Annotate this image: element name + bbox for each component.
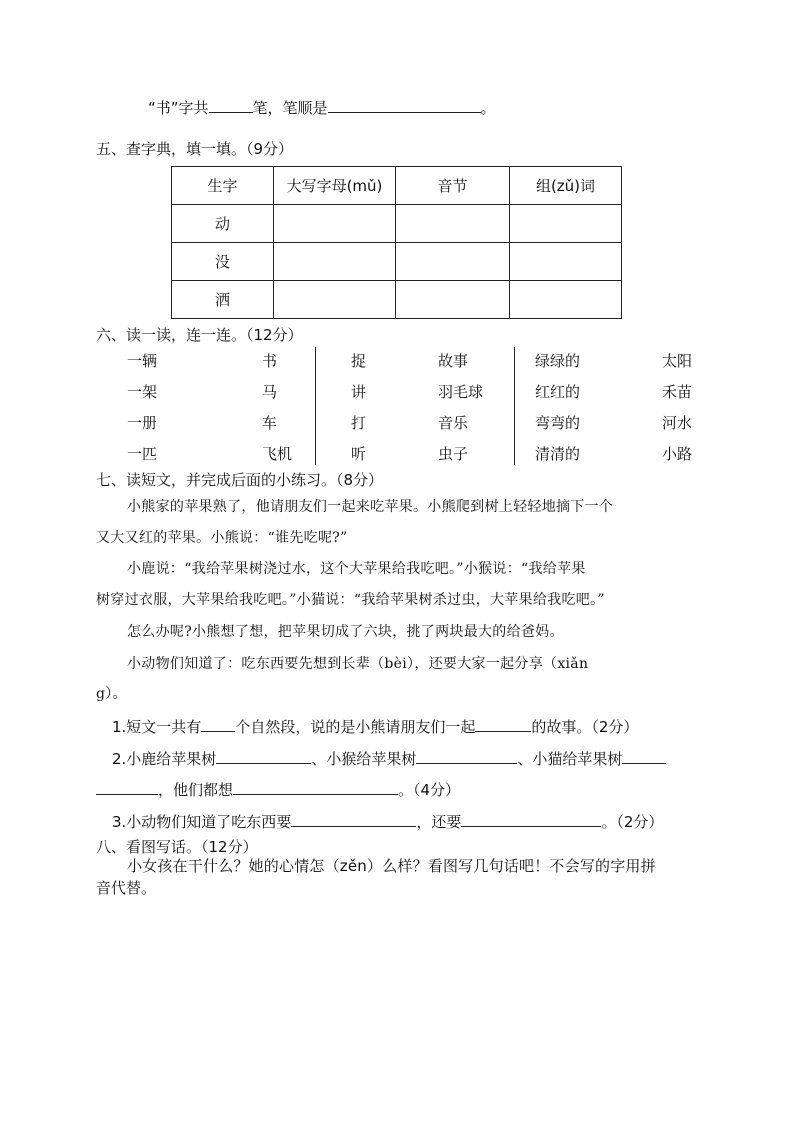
q1-text-a: 1.短文一共有 (112, 718, 202, 736)
match-item[interactable]: 讲 (351, 383, 367, 401)
cell-input[interactable] (274, 205, 396, 243)
q2-monkey-blank[interactable] (416, 748, 517, 764)
cell-input[interactable] (510, 243, 622, 281)
match-item[interactable]: 一架 (127, 383, 158, 401)
q2-cat-blank-cont[interactable] (96, 779, 158, 795)
cell-input[interactable] (396, 205, 510, 243)
q3-first-blank[interactable] (291, 811, 416, 827)
q2-deer-blank[interactable] (216, 748, 311, 764)
row-character: 动 (172, 205, 274, 243)
match-item[interactable]: 虫子 (438, 445, 469, 463)
group-divider-1 (315, 347, 316, 465)
q3-text-c: 。（2分） (601, 813, 664, 831)
story-line: 小鹿说：“我给苹果树浇过水，这个大苹果给我吃吧。”小猴说：“我给苹果 (127, 561, 586, 577)
story-line: g）。 (96, 686, 127, 702)
section-5-title: 五、查字典，填一填。（9分） (96, 140, 294, 158)
story-line: 小动物们知道了：吃东西要先想到长辈（bèi），还要大家一起分享（xiǎn (127, 656, 589, 672)
section-8-prompt-line-1: 小女孩在干什么？她的心情怎（zěn）么样？看图写几句话吧！不会写的字用拼 (127, 857, 656, 875)
match-item[interactable]: 故事 (438, 352, 469, 370)
stroke-question-mid: 笔，笔顺是 (252, 99, 328, 117)
stroke-question (148, 97, 496, 118)
question-2 (112, 748, 666, 769)
q1-text-b: 个自然段，说的是小熊请朋友们一起 (235, 718, 476, 736)
table-row (172, 281, 622, 319)
section-8-title: 八、看图写话。（12分） (96, 838, 258, 856)
match-item[interactable]: 羽毛球 (438, 383, 484, 401)
q2-text-e: 。（4分） (398, 781, 461, 799)
group-divider-2 (514, 347, 515, 465)
table-row (172, 205, 622, 243)
cell-input[interactable] (274, 281, 396, 319)
story-line: 树穿过衣服，大苹果给我吃吧。”小猫说：“我给苹果树杀过虫，大苹果给我吃吧。” (96, 592, 605, 608)
q2-text-a: 2.小鹿给苹果树 (112, 750, 217, 768)
stroke-order-blank[interactable] (328, 97, 481, 113)
match-item[interactable]: 飞机 (262, 445, 293, 463)
match-item[interactable]: 一册 (127, 414, 158, 432)
cell-input[interactable] (510, 281, 622, 319)
q1-text-c: 的故事。（2分） (531, 718, 639, 736)
match-item[interactable]: 音乐 (438, 414, 469, 432)
match-item[interactable]: 清清的 (535, 445, 581, 463)
header-word: 组(zǔ)词 (510, 167, 622, 205)
match-item[interactable]: 捉 (351, 352, 367, 370)
header-character: 生字 (172, 167, 274, 205)
match-item[interactable]: 绿绿的 (535, 352, 581, 370)
question-1 (112, 716, 638, 737)
table-row (172, 243, 622, 281)
header-capital-letter: 大写字母(mǔ) (274, 167, 396, 205)
stroke-question-end: 。 (480, 99, 496, 117)
table-header-row (172, 167, 622, 205)
cell-input[interactable] (396, 281, 510, 319)
story-line: 小熊家的苹果熟了，他请朋友们一起来吃苹果。小熊爬到树上轻轻地摘下一个 (127, 499, 614, 515)
header-syllable: 音节 (396, 167, 510, 205)
match-item[interactable]: 一辆 (127, 352, 158, 370)
dictionary-table (171, 166, 622, 319)
q1-activity-blank[interactable] (475, 716, 531, 732)
cell-input[interactable] (510, 205, 622, 243)
question-3 (112, 811, 663, 832)
q3-text-a: 3.小动物们知道了吃东西要 (112, 813, 292, 831)
match-item[interactable]: 听 (351, 445, 367, 463)
match-item[interactable]: 小路 (662, 445, 693, 463)
match-item[interactable]: 太阳 (662, 352, 693, 370)
cell-input[interactable] (396, 243, 510, 281)
q3-second-blank[interactable] (461, 811, 601, 827)
match-item[interactable]: 马 (262, 383, 278, 401)
stroke-count-blank[interactable] (209, 97, 253, 113)
match-item[interactable]: 书 (262, 352, 278, 370)
q1-paragraph-blank[interactable] (201, 716, 235, 732)
question-2-cont (96, 779, 460, 800)
match-item[interactable]: 红红的 (535, 383, 581, 401)
row-character: 没 (172, 243, 274, 281)
section-6-title: 六、读一读，连一连。（12分） (96, 326, 303, 344)
q3-text-b: ，还要 (416, 813, 462, 831)
q2-want-blank[interactable] (233, 779, 398, 795)
q2-text-b: 、小猴给苹果树 (311, 750, 417, 768)
row-character: 洒 (172, 281, 274, 319)
q2-text-c: 、小猫给苹果树 (517, 750, 623, 768)
cell-input[interactable] (274, 243, 396, 281)
section-8-prompt-line-2: 音代替。 (96, 879, 157, 897)
match-item[interactable]: 弯弯的 (535, 414, 581, 432)
match-item[interactable]: 打 (351, 414, 367, 432)
section-7-title: 七、读短文，并完成后面的小练习。（8分） (96, 471, 384, 489)
story-line: 又大又红的苹果。小熊说：“谁先吃呢?” (96, 530, 348, 546)
match-item[interactable]: 一匹 (127, 445, 158, 463)
q2-cat-blank[interactable] (622, 748, 666, 764)
stroke-question-prefix: “书”字共 (148, 99, 209, 117)
story-line: 怎么办呢?小熊想了想，把苹果切成了六块，挑了两块最大的给爸妈。 (127, 624, 564, 640)
match-item[interactable]: 车 (262, 414, 278, 432)
q2-text-d: ，他们都想 (158, 781, 234, 799)
match-item[interactable]: 河水 (662, 414, 693, 432)
match-item[interactable]: 禾苗 (662, 383, 693, 401)
